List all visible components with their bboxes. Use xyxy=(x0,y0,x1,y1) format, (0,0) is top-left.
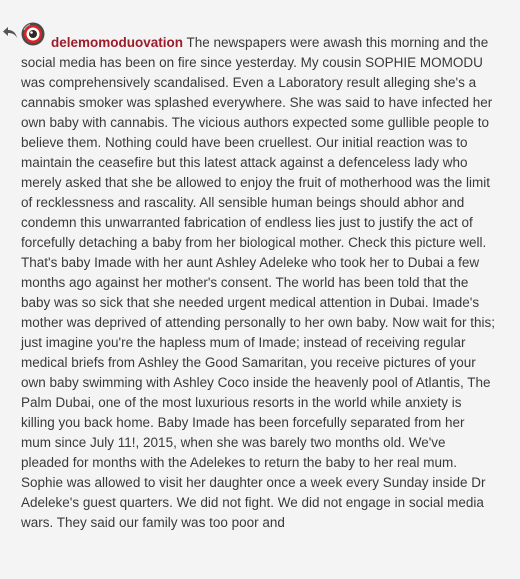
reply-icon[interactable] xyxy=(2,26,18,40)
username-link[interactable]: delemomoduovation xyxy=(51,35,184,50)
comment-body xyxy=(21,33,497,533)
comment-text: The newspapers were awash this morning and the social media has been on fire since yesterday. My cousin SOPHIE MOMODU was comprehensively scandalised. Even a Laboratory result alleging she's a cannabis smoker was splashed everywhere. She was said to have infected her own baby with cannabis. The vicious authors expected some gullible people to believe them. Nothing could have been cruellest. Our initial reaction was to maintain the ceasefire but this latest attack against a defenceless lady who merely asked that she be allowed to enjoy the fruit of motherhood was the limit of recklessness and rascality. All sensible human beings should abhor and condemn this unwarranted fabrication of endless lies just to justify the act of forcefully detaching a baby from her biological mother. Check this picture well. That's baby Imade with her aunt Ashley Adeleke who took her to Dubai a few months ago against her mother's consent. The world has been told that the baby was so sick that she needed urgent medical attention in Dubai. Imade's mother was deprived of attending personally to her own baby. Now wait for this; just imagine you're the hapless mum of Imade; instead of receiving regular medical briefs from Ashley the Good Samaritan, you receive pictures of your own baby swimming with Ashley Coco inside the heavenly pool of Atlantis, The Palm Dubai, one of the most luxurious resorts in the world while anxiety is killing you back home. Baby Imade has been forcefully separated from her mum since July 11!, 2015, when she was barely two months old. We've pleaded for months with the Adelekes to return the baby to her real mum. Sophie was allowed to visit her daughter once a week every Sunday inside Dr Adeleke's guest quarters. We did not fight. We did not engage in social media wars. They said our family was too poor and xyxy=(21,35,495,530)
